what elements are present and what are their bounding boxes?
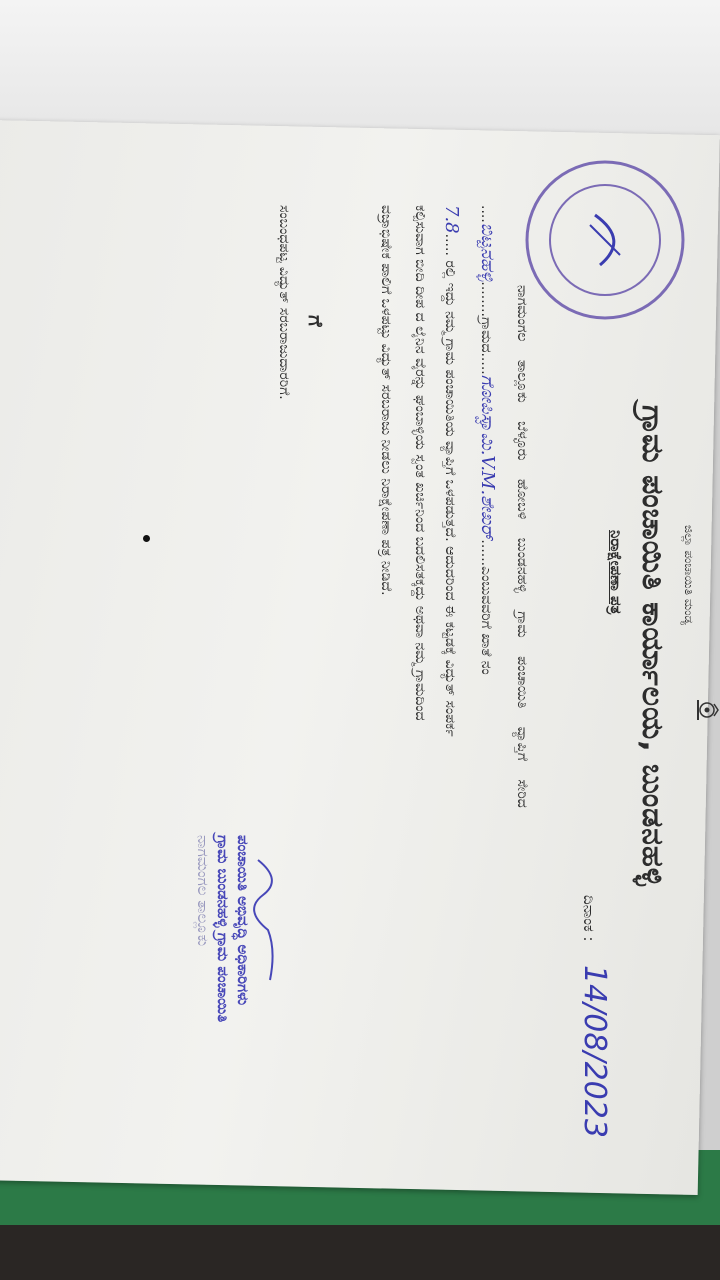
- line2-suffix: ......ಎಂಬುವವರಿಗೆ ಖಾತೆ ನಂ: [478, 539, 494, 675]
- applicant-name: ಗೋಪಿಸ್ವಾಮಿ.V.M.ಶೇಖರ್: [477, 374, 498, 540]
- letter-content: [30, 135, 720, 1175]
- signature-icon: [248, 855, 288, 985]
- date-value: 14/08/2023: [577, 965, 612, 1138]
- document-type: ನಿರಾಕ್ಷೇಪಣಾ ಪತ್ರ: [607, 530, 625, 615]
- signatory-title: ಪಂಚಾಯಿತಿ ಅಭಿವೃದ್ಧಿ ಅಧಿಕಾರಿಗಳು: [234, 835, 252, 1006]
- body-line-5: ವಜ್ರಾಭಿಷೇಕ ಪಾಲಿಗೆ ಒಳಪಟ್ಟು ವಿದ್ಯುತ್ ಸರಬರಾಜು ನೀಡಲು ನಿರಾಕ್ಷೇಪಣಾ ಪತ್ರ ನೀಡಿದೆ.: [378, 205, 394, 596]
- date-label: ದಿನಾಂಕ :: [580, 895, 598, 942]
- signatory-office: ಗ್ರಾಮ ಬುಂಡನಹಳ್ಳಿ ಗ್ರಾಮ ಪಂಚಾಯಿತಿ: [214, 835, 232, 1023]
- office-stamp-icon: [520, 155, 690, 325]
- ink-dot: [143, 535, 150, 542]
- closing-recipient: ಸಂಬಂಧಪಟ್ಟ ವಿದ್ಯುತ್ ಸರಬರಾಜುದಾರರಿಗೆ.: [276, 205, 292, 400]
- government-emblem-icon: [694, 690, 720, 730]
- background-dark-edge: [0, 1225, 720, 1280]
- village-name: ಬಿಟ್ಟನಹಳ್ಳಿ: [477, 222, 498, 282]
- district-header: ಜಿಲ್ಲಾ ಪಂಚಾಯಿತಿ ಮಂಡ್ಯ: [682, 525, 696, 625]
- office-title: ಗ್ರಾಮ ಪಂಚಾಯಿತಿ ಕಾರ್ಯಾಲಯ, ಬುಂಡನಹಳ್ಳಿ: [635, 405, 670, 887]
- line3-text: ..... ರಲ್ಲಿ ಇದ್ದು ನಮ್ಮ ಗ್ರಾಮ ಪಂಚಾಯಿತಿಯ ವ್ಯಾಪ್ತಿಗೆ ಒಳಪಡುತ್ತದೆ. ಆದುದರಿಂದ ಈ ಕಟ್ಟಡಕ್ಕೆ ವಿದ್ಯುತ್ ಸಂಪರ್ಕ: [442, 233, 458, 737]
- line2-mid: ........ಗ್ರಾಮದ.....: [478, 281, 494, 375]
- body-line-2: [477, 205, 498, 675]
- signatory-taluk: ನಾಗಮಂಗಲ ತಾಲ್ಲೂಕು: [194, 835, 212, 947]
- closing-mark: ಗೆ: [304, 315, 328, 327]
- background-top: [0, 0, 720, 140]
- line2-prefix: ....: [478, 205, 494, 223]
- body-line-1: ನಾಗಮಂಗಲ ತಾಲ್ಲೂಕು ಬೆಳ್ಳೂರು ಹೋಬಳಿ ಬುಂಡನಹಳ್ಳಿ ಗ್ರಾಮ ಪಂಚಾಯಿತಿ ವ್ಯಾಪ್ತಿಗೆ ಸೇರಿದ: [514, 285, 530, 808]
- khata-number: 7.8: [441, 205, 462, 234]
- body-line-3: [441, 205, 462, 737]
- body-line-4: ಕಲ್ಪಿಸುವಾಗ ಬೀದಿ ದೀಪ ದ ಲೈನಿನ ವೈರನ್ನು ಘಂಬಾಳ್ಳಿಯ ಸ್ವಂತ ಖರ್ಚಿನಿಂದ ಬದಲಿಸತಕ್ಕದ್ದು ಅಥವಾ ನಮ್ಮ ಗ್ರಾಮದಿಂದ: [412, 205, 428, 721]
